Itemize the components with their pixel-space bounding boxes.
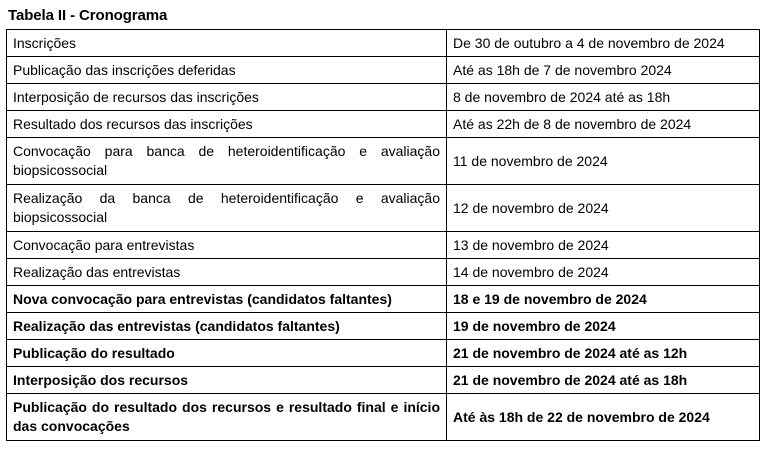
date-cell: 14 de novembro de 2024 (447, 259, 760, 286)
date-cell: 11 de novembro de 2024 (447, 138, 760, 185)
table-row (7, 30, 760, 57)
date-cell: 21 de novembro de 2024 até as 18h (447, 367, 760, 394)
date-cell: Até as 18h de 7 de novembro 2024 (447, 57, 760, 84)
date-cell: Até as 22h de 8 de novembro de 2024 (447, 111, 760, 138)
activity-cell: Publicação do resultado (7, 340, 447, 367)
date-cell: 19 de novembro de 2024 (447, 313, 760, 340)
table-row (7, 111, 760, 138)
activity-cell: Publicação das inscrições deferidas (7, 57, 447, 84)
date-cell: 8 de novembro de 2024 até as 18h (447, 84, 760, 111)
table-row (7, 84, 760, 111)
date-cell: 18 e 19 de novembro de 2024 (447, 286, 760, 313)
activity-cell: Nova convocação para entrevistas (candidatos faltantes) (7, 286, 447, 313)
table-row (7, 313, 760, 340)
table-row (7, 286, 760, 313)
date-cell: 21 de novembro de 2024 até as 12h (447, 340, 760, 367)
activity-cell: Publicação do resultado dos recursos e resultado final e início das convocações (7, 394, 447, 441)
date-cell: De 30 de outubro a 4 de novembro de 2024 (447, 30, 760, 57)
schedule-table (6, 29, 760, 441)
table-row (7, 259, 760, 286)
activity-cell: Realização das entrevistas (candidatos faltantes) (7, 313, 447, 340)
activity-cell: Realização da banca de heteroidentificação e avaliação biopsicossocial (7, 185, 447, 232)
activity-cell: Inscrições (7, 30, 447, 57)
date-cell: 13 de novembro de 2024 (447, 232, 760, 259)
date-cell: Até às 18h de 22 de novembro de 2024 (447, 394, 760, 441)
activity-cell: Interposição dos recursos (7, 367, 447, 394)
table-row (7, 57, 760, 84)
activity-cell: Interposição de recursos das inscrições (7, 84, 447, 111)
activity-cell: Convocação para entrevistas (7, 232, 447, 259)
table-row (7, 138, 760, 185)
table-row (7, 340, 760, 367)
activity-cell: Realização das entrevistas (7, 259, 447, 286)
table-title: Tabela II - Cronograma (8, 7, 168, 24)
activity-cell: Resultado dos recursos das inscrições (7, 111, 447, 138)
table-row (7, 394, 760, 441)
table-row (7, 367, 760, 394)
table-row (7, 185, 760, 232)
table-row (7, 232, 760, 259)
activity-cell: Convocação para banca de heteroidentificação e avaliação biopsicossocial (7, 138, 447, 185)
date-cell: 12 de novembro de 2024 (447, 185, 760, 232)
